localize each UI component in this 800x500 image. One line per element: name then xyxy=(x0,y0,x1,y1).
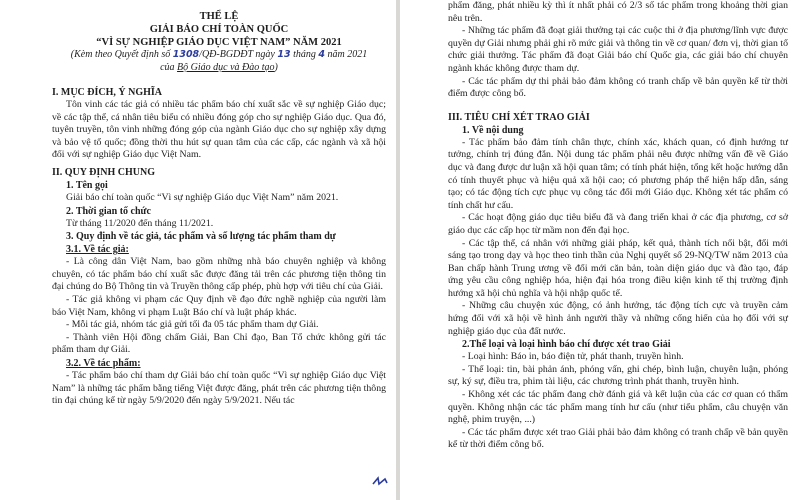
award-name: GIẢI BÁO CHÍ TOÀN QUỐC xyxy=(149,24,289,35)
s31-title: 3.1. Về tác giả: xyxy=(66,244,129,256)
iii-s2-title: 2.Thể loại và loại hình báo chí được xét trao Giải xyxy=(462,339,671,351)
decision-month-handwritten: 4 xyxy=(318,49,325,60)
right-p-a: - Những tác phẩm đã đoạt giải thưởng tại các cuộc thi ở địa phương/lĩnh vực được quyền dự Giải nhưng phải ghi rõ mức giải và thông tin về cơ quan/ đơn vị, thời gian tổ chức giải thưởng. Tác phẩm đã đoạt Giải báo chí Quốc gia, các giải báo chí chuyên ngành khác không được tham dự. xyxy=(448,25,788,74)
iii-s1-p3: - Các tập thể, cá nhân với những giải pháp, kết quả, thành tích nổi bật, đổi mới sáng tạo trong dạy và học theo tinh thần của Nghị quyết số 29-NQ/TW năm 2013 của Ban chấp hành Trung ương về đổi mới căn bản, toàn diện giáo dục và đào tạo, đáp ứng yêu cầu công nghiệp hóa, hiện đại hóa trong điều kiện kinh tế thị trường định hướng xã hội chủ nghĩa và hội nhập quốc tế. xyxy=(448,237,788,299)
s2-title: 2. Thời gian tổ chức xyxy=(66,205,151,217)
ministry-line: của Bộ Giáo dục và Đào tạo) xyxy=(160,61,278,73)
iii-s2-p2: - Thể loại: tin, bài phản ánh, phóng vấn, ghi chép, bình luận, chuyên luận, phóng sự, ký sự, điều tra, phim tài liệu, các chương trình phát thanh, truyền hình. xyxy=(448,363,788,388)
decision-day-handwritten: 13 xyxy=(277,49,291,60)
s31-p3: - Mỗi tác giả, nhóm tác giả gửi tối đa 05 tác phẩm tham dự Giải. xyxy=(66,319,319,331)
iii-s2-p3: - Không xét các tác phẩm đang chờ đánh giá và kết luận của các cơ quan có thẩm quyền. Không nhận các tác phẩm mang tính hư cấu (như tiểu phẩm, câu chuyện văn nghệ, phim truyện, ...) xyxy=(448,389,788,426)
program-name: “VÌ SỰ NGHIỆP GIÁO DỤC VIỆT NAM” NĂM 2021 xyxy=(96,37,342,48)
section-ii-title: II. QUY ĐỊNH CHUNG xyxy=(52,166,155,178)
s31-p1: - Là công dân Việt Nam, bao gồm những nhà báo chuyên nghiệp và không chuyên, có tác phẩm báo chí xuất sắc được đăng tải trên các phương tiện thông tin đại chúng do Bộ Thông tin và Truyền thông cấp phép, phù hợp với tiêu chí của Giải. xyxy=(52,256,386,293)
s31-p4: - Thành viên Hội đồng chấm Giải, Ban Chỉ đạo, Ban Tổ chức không gửi tác phẩm tham dự Giải. xyxy=(52,331,386,356)
section-iii-title: III. TIÊU CHÍ XÉT TRAO GIẢI xyxy=(448,111,590,123)
right-page xyxy=(400,0,800,500)
iii-s2-p1: - Loại hình: Báo in, báo điện tử, phát thanh, truyền hình. xyxy=(462,351,684,363)
iii-s2-p4: - Các tác phẩm được xét trao Giải phải bảo đảm không có tranh chấp về bản quyền kể từ thời điểm công bố. xyxy=(448,426,788,451)
decision-line: (Kèm theo Quyết định số 1308/QĐ-BGDĐT ngày 13 tháng 4 năm 2021 xyxy=(70,49,368,60)
signature-initial xyxy=(372,476,388,486)
iii-s1-p4: - Những câu chuyện xúc động, có ảnh hưởng, tác động tích cực và truyền cảm hứng đối với xã hội về hình ảnh người thầy và những cống hiến của họ đối với sự nghiệp giáo dục của đất nước. xyxy=(448,300,788,337)
s31-p2: - Tác giả không vi phạm các Quy định về đạo đức nghề nghiệp của người làm báo Việt Nam, không vi phạm Luật Báo chí và luật pháp khác. xyxy=(52,293,386,318)
section-i-title: I. MỤC ĐÍCH, Ý NGHĨA xyxy=(52,87,162,98)
s32-title: 3.2. Về tác phẩm: xyxy=(66,357,141,369)
iii-s1-p2: - Các hoạt động giáo dục tiêu biểu đã và đang triển khai ở các địa phương, cơ sở giáo dục các cấp học từ mầm non đến đại học. xyxy=(448,212,788,236)
doc-heading: THỂ LỆ xyxy=(199,11,239,22)
decision-number-handwritten: 1308 xyxy=(172,49,200,60)
s2-text: Từ tháng 11/2020 đến tháng 11/2021. xyxy=(66,217,214,229)
right-continuation: phẩm đăng, phát nhiều kỳ thì ít nhất phải có 2/3 số tác phẩm trong khoảng thời gian nêu trên. xyxy=(448,0,788,24)
left-page xyxy=(0,0,396,500)
iii-s1-p1: - Tác phẩm bảo đảm tính chân thực, chính xác, khách quan, có định hướng tư tưởng, chính trị đúng đắn. Nội dung tác phẩm phải nêu được những vấn đề về Giáo dục và đang được dư luận xã hội quan tâm; có tính phát hiện, tổng kết hoặc hướng dẫn có tính thuyết phục và hiệu quả xã hội cao; có phương pháp thể hiện hấp dẫn, sáng tạo; có tác động tích cực phục vụ công tác đổi mới Giáo dục. Không xét tác phẩm có tính chất hư cấu. xyxy=(448,136,788,211)
section-i-paragraph: Tôn vinh các tác giả có nhiều tác phẩm báo chí xuất sắc về sự nghiệp Giáo dục; về các tập thể, cá nhân tiêu biểu có nhiều đóng góp cho sự nghiệp Giáo dục. Qua đó, tuyên truyền, tôn vinh những đóng góp của ngành Giáo dục cho sự nghiệp xây dựng và bảo vệ tổ quốc; đồng thời thu hút sự quan tâm của các cấp, các ngành và xã hội đối với sự nghiệp Giáo dục Việt Nam. xyxy=(52,99,386,161)
s32-p1: - Tác phẩm báo chí tham dự Giải báo chí toàn quốc “Vì sự nghiệp Giáo dục Việt Nam” là những tác phẩm bằng tiếng Việt được đăng, phát trên các phương tiện thông tin đại chúng kể từ ngày 5/9/2020 đến ngày 5/9/2021. Nếu tác xyxy=(52,369,386,407)
s1-title: 1. Tên gọi xyxy=(66,179,108,191)
s1-text: Giải báo chí toàn quốc “Vì sự nghiệp Giáo dục Việt Nam” năm 2021. xyxy=(66,191,339,203)
right-p-b: - Các tác phẩm dự thi phải bảo đảm không có tranh chấp về bản quyền kể từ thời điểm được công bố. xyxy=(448,75,788,100)
s3-title: 3. Quy định về tác giả, tác phẩm và số lượng tác phẩm tham dự xyxy=(66,231,336,243)
iii-s1-title: 1. Về nội dung xyxy=(462,124,524,136)
